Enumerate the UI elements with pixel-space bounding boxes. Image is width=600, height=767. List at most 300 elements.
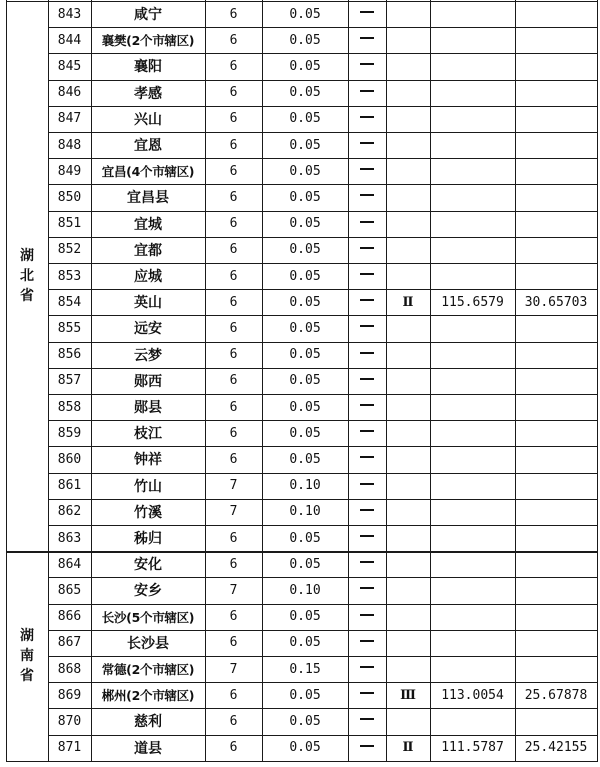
cell-no [48, 630, 91, 656]
cell-b [262, 473, 348, 499]
column-rule [91, 0, 92, 762]
cell-lat [515, 80, 597, 106]
cell-lon [430, 289, 515, 315]
cell-lat [515, 368, 597, 394]
cell-name-text: 郧西 [134, 373, 162, 390]
province-char: 省 [20, 667, 34, 684]
cell-grade [386, 158, 430, 184]
cell-c [348, 682, 386, 708]
cell-no-text: 863 [57, 530, 82, 546]
cell-no-text: 854 [57, 294, 82, 310]
cell-name-text: 郴州(2个市辖区) [101, 688, 195, 704]
cell-no-text: 846 [57, 85, 82, 101]
cell-name-text: 宜昌县 [127, 190, 169, 207]
cell-b-text: 0.05 [289, 556, 321, 572]
cell-b-text: 0.05 [289, 111, 321, 127]
cell-b [262, 211, 348, 237]
cell-no-text: 844 [57, 32, 82, 48]
cell-no-text: 860 [57, 451, 82, 467]
cell-c [348, 342, 386, 368]
cell-lat [515, 132, 597, 158]
cell-lat [515, 394, 597, 420]
cell-b [262, 368, 348, 394]
cell-name [91, 106, 205, 132]
dash-mark [360, 404, 374, 406]
cell-lon [430, 106, 515, 132]
cell-name-text: 竹溪 [134, 504, 162, 521]
cell-a-text: 6 [229, 163, 238, 179]
cell-lon [430, 525, 515, 551]
dash-mark [360, 666, 374, 668]
cell-no-text: 851 [57, 216, 82, 232]
cell-no-text: 843 [57, 6, 82, 22]
cell-a-text: 6 [229, 320, 238, 336]
cell-lat [515, 499, 597, 525]
cell-name [91, 604, 205, 630]
dash-mark [360, 692, 374, 694]
dash-mark [360, 194, 374, 196]
cell-b-text: 0.05 [289, 740, 321, 756]
cell-c [348, 263, 386, 289]
cell-lat [515, 708, 597, 734]
cell-b [262, 551, 348, 577]
cell-lon [430, 1, 515, 27]
cell-no-text: 870 [57, 713, 82, 729]
cell-lon [430, 656, 515, 682]
cell-grade [386, 446, 430, 472]
cell-no [48, 132, 91, 158]
cell-lon [430, 237, 515, 263]
cell-name-text: 咸宁 [134, 7, 162, 24]
cell-c [348, 289, 386, 315]
cell-a-text: 6 [229, 58, 238, 74]
cell-no [48, 80, 91, 106]
cell-lat [515, 446, 597, 472]
cell-b-text: 0.05 [289, 58, 321, 74]
dash-mark [360, 352, 374, 354]
cell-b-text: 0.05 [289, 85, 321, 101]
cell-name [91, 1, 205, 27]
cell-grade [386, 499, 430, 525]
cell-a [205, 184, 262, 210]
dash-mark [360, 142, 374, 144]
cell-name-text: 安乡 [134, 583, 162, 600]
cell-no [48, 446, 91, 472]
cell-no [48, 27, 91, 53]
cell-name [91, 708, 205, 734]
cell-lon [430, 473, 515, 499]
cell-lon [430, 315, 515, 341]
cell-a-text: 6 [229, 85, 238, 101]
cell-name [91, 420, 205, 446]
cell-name-text: 远安 [134, 321, 162, 338]
cell-a-text: 6 [229, 425, 238, 441]
cell-b [262, 184, 348, 210]
dash-mark [360, 509, 374, 511]
dash-mark [360, 718, 374, 720]
cell-name [91, 211, 205, 237]
cell-a [205, 577, 262, 603]
cell-name [91, 368, 205, 394]
column-rule [386, 0, 387, 762]
province-char: 南 [20, 647, 34, 664]
cell-no-text: 868 [57, 661, 82, 677]
cell-no [48, 420, 91, 446]
cell-b [262, 289, 348, 315]
cell-a-text: 6 [229, 713, 238, 729]
dash-mark [360, 299, 374, 301]
cell-no-text: 865 [57, 582, 82, 598]
cell-lat [515, 630, 597, 656]
cell-b-text: 0.05 [289, 399, 321, 415]
cell-name [91, 682, 205, 708]
cell-no-text: 853 [57, 268, 82, 284]
cell-b-text: 0.05 [289, 373, 321, 389]
cell-a [205, 315, 262, 341]
dash-mark [360, 561, 374, 563]
dash-mark [360, 378, 374, 380]
cell-a-text: 6 [229, 609, 238, 625]
cell-name [91, 656, 205, 682]
cell-a-text: 6 [229, 530, 238, 546]
cell-lon [430, 420, 515, 446]
cell-b-text: 0.05 [289, 242, 321, 258]
cell-b [262, 682, 348, 708]
dash-mark [360, 640, 374, 642]
column-rule [6, 0, 7, 762]
cell-no [48, 211, 91, 237]
cell-grade [386, 80, 430, 106]
cell-b [262, 525, 348, 551]
cell-c [348, 106, 386, 132]
cell-a [205, 27, 262, 53]
cell-a [205, 211, 262, 237]
cell-grade [386, 1, 430, 27]
cell-no [48, 289, 91, 315]
cell-lat [515, 473, 597, 499]
cell-c [348, 315, 386, 341]
dash-mark [360, 325, 374, 327]
cell-c [348, 27, 386, 53]
cell-name-text: 宜恩 [134, 138, 162, 155]
cell-c [348, 656, 386, 682]
cell-no [48, 708, 91, 734]
cell-lat [515, 525, 597, 551]
cell-c [348, 551, 386, 577]
cell-name-text: 宜都 [134, 242, 162, 259]
cell-grade [386, 394, 430, 420]
cell-name-text: 钟祥 [134, 452, 162, 469]
cell-no [48, 184, 91, 210]
cell-no-text: 855 [57, 320, 82, 336]
province-label [6, 551, 48, 761]
cell-grade-text: Ⅱ [402, 740, 414, 756]
cell-no-text: 848 [57, 137, 82, 153]
cell-lat-text: 25.42155 [524, 740, 588, 756]
column-rule [597, 0, 598, 762]
cell-name [91, 577, 205, 603]
cell-b-text: 0.05 [289, 425, 321, 441]
cell-lon [430, 604, 515, 630]
cell-c [348, 577, 386, 603]
cell-lon [430, 80, 515, 106]
cell-lat [515, 577, 597, 603]
cell-b-text: 0.05 [289, 6, 321, 22]
cell-b [262, 394, 348, 420]
cell-b-text: 0.05 [289, 635, 321, 651]
cell-b [262, 604, 348, 630]
cell-a-text: 6 [229, 32, 238, 48]
cell-no [48, 53, 91, 79]
cell-no-text: 845 [57, 58, 82, 74]
cell-lat [515, 420, 597, 446]
cell-grade [386, 315, 430, 341]
cell-grade [386, 53, 430, 79]
cell-a [205, 630, 262, 656]
cell-grade [386, 420, 430, 446]
cell-no-text: 859 [57, 425, 82, 441]
cell-a [205, 342, 262, 368]
cell-b-text: 0.05 [289, 216, 321, 232]
cell-c [348, 158, 386, 184]
cell-grade [386, 263, 430, 289]
cell-c [348, 368, 386, 394]
cell-lat [515, 158, 597, 184]
cell-lat [515, 735, 597, 761]
cell-c [348, 53, 386, 79]
cell-no [48, 525, 91, 551]
cell-c [348, 630, 386, 656]
cell-grade [386, 237, 430, 263]
cell-a-text: 6 [229, 687, 238, 703]
cell-c [348, 420, 386, 446]
cell-name-text: 襄阳 [134, 59, 162, 76]
dash-mark [360, 37, 374, 39]
cell-lat [515, 1, 597, 27]
cell-no-text: 861 [57, 478, 82, 494]
cell-no [48, 315, 91, 341]
province-char: 省 [20, 288, 34, 305]
cell-lon [430, 263, 515, 289]
cell-lat [515, 27, 597, 53]
cell-b [262, 577, 348, 603]
cell-lon-text: 115.6579 [441, 294, 504, 310]
cell-no-text: 847 [57, 111, 82, 127]
cell-grade [386, 473, 430, 499]
cell-lat [515, 682, 597, 708]
cell-c [348, 394, 386, 420]
cell-lon [430, 735, 515, 761]
cell-a [205, 656, 262, 682]
cell-name [91, 499, 205, 525]
cell-lat [515, 604, 597, 630]
cell-a-text: 7 [229, 478, 238, 494]
cell-no-text: 857 [57, 373, 82, 389]
cell-lon [430, 577, 515, 603]
cell-c [348, 735, 386, 761]
cell-grade [386, 106, 430, 132]
cell-b [262, 446, 348, 472]
cell-name-text: 枝江 [134, 426, 162, 443]
cell-b-text: 0.05 [289, 32, 321, 48]
cell-c [348, 184, 386, 210]
cell-no [48, 473, 91, 499]
dash-mark [360, 247, 374, 249]
cell-lat [515, 342, 597, 368]
cell-name [91, 315, 205, 341]
cell-b [262, 499, 348, 525]
cell-b-text: 0.15 [289, 661, 321, 677]
cell-a-text: 6 [229, 6, 238, 22]
cell-a-text: 6 [229, 451, 238, 467]
cell-b-text: 0.05 [289, 163, 321, 179]
cell-c [348, 80, 386, 106]
dash-mark [360, 221, 374, 223]
province-char: 北 [20, 268, 34, 285]
cell-no [48, 499, 91, 525]
cell-a [205, 368, 262, 394]
dash-mark [360, 273, 374, 275]
cell-no-text: 850 [57, 189, 82, 205]
dash-mark [360, 535, 374, 537]
cell-grade [386, 184, 430, 210]
cell-lat [515, 289, 597, 315]
cell-name [91, 446, 205, 472]
cell-grade [386, 604, 430, 630]
cell-a-text: 7 [229, 582, 238, 598]
cell-no [48, 237, 91, 263]
cell-no [48, 342, 91, 368]
cell-no-text: 862 [57, 504, 82, 520]
cell-lon [430, 394, 515, 420]
cell-c [348, 132, 386, 158]
column-rule [430, 0, 431, 762]
cell-grade [386, 525, 430, 551]
cell-lat [515, 315, 597, 341]
dash-mark [360, 116, 374, 118]
cell-name-text: 长沙(5个市辖区) [101, 609, 195, 625]
cell-b-text: 0.05 [289, 609, 321, 625]
cell-name-text: 宜昌(4个市辖区) [101, 164, 195, 180]
cell-b [262, 80, 348, 106]
cell-lat [515, 656, 597, 682]
dash-mark [360, 614, 374, 616]
cell-a [205, 420, 262, 446]
cell-name-text: 宜城 [134, 216, 162, 233]
cell-name [91, 80, 205, 106]
cell-c [348, 708, 386, 734]
cell-no [48, 735, 91, 761]
cell-a [205, 53, 262, 79]
cell-name [91, 27, 205, 53]
cell-no [48, 158, 91, 184]
cell-no [48, 106, 91, 132]
cell-a [205, 735, 262, 761]
cell-a-text: 6 [229, 399, 238, 415]
row-rule [6, 1, 597, 2]
cell-a-text: 6 [229, 111, 238, 127]
cell-b-text: 0.05 [289, 451, 321, 467]
cell-name [91, 525, 205, 551]
cell-no-text: 866 [57, 609, 82, 625]
cell-name-text: 常德(2个市辖区) [101, 662, 195, 678]
cell-a [205, 132, 262, 158]
cell-lat [515, 551, 597, 577]
cell-c [348, 525, 386, 551]
cell-grade [386, 630, 430, 656]
cell-lat [515, 237, 597, 263]
cell-lon [430, 211, 515, 237]
cell-no [48, 1, 91, 27]
province-char: 湖 [20, 627, 34, 644]
cell-b-text: 0.05 [289, 530, 321, 546]
cell-name [91, 237, 205, 263]
cell-grade-text: Ⅱ [402, 294, 414, 310]
cell-lon [430, 132, 515, 158]
cell-a [205, 80, 262, 106]
dash-mark [360, 90, 374, 92]
dash-mark [360, 168, 374, 170]
cell-a-text: 6 [229, 242, 238, 258]
cell-name-text: 道县 [134, 740, 162, 757]
cell-lon [430, 499, 515, 525]
column-rule [262, 0, 263, 762]
row-rule [6, 551, 597, 553]
cell-lon [430, 630, 515, 656]
cell-grade [386, 342, 430, 368]
cell-a-text: 6 [229, 216, 238, 232]
cell-b [262, 656, 348, 682]
cell-b-text: 0.05 [289, 347, 321, 363]
cell-grade [386, 577, 430, 603]
cell-b-text: 0.05 [289, 189, 321, 205]
cell-a-text: 6 [229, 347, 238, 363]
cell-b [262, 708, 348, 734]
cell-lat [515, 53, 597, 79]
cell-grade [386, 682, 430, 708]
cell-no-text: 867 [57, 635, 82, 651]
cell-b [262, 106, 348, 132]
cell-name-text: 英山 [134, 295, 162, 312]
cell-grade [386, 132, 430, 158]
cell-a-text: 6 [229, 556, 238, 572]
cell-name [91, 132, 205, 158]
cell-lat-text: 30.65703 [524, 294, 588, 310]
cell-b [262, 263, 348, 289]
cell-b-text: 0.05 [289, 294, 321, 310]
cell-grade [386, 656, 430, 682]
cell-name-text: 云梦 [134, 347, 162, 364]
cell-a [205, 551, 262, 577]
cell-a-text: 6 [229, 373, 238, 389]
cell-grade [386, 708, 430, 734]
cell-a [205, 263, 262, 289]
cell-c [348, 211, 386, 237]
cell-a [205, 446, 262, 472]
cell-no [48, 263, 91, 289]
cell-lon-text: 111.5787 [441, 740, 504, 756]
cell-lon [430, 708, 515, 734]
cell-name-text: 竹山 [134, 478, 162, 495]
cell-b-text: 0.05 [289, 713, 321, 729]
cell-no [48, 682, 91, 708]
cell-no-text: 858 [57, 399, 82, 415]
cell-name-text: 兴山 [134, 111, 162, 128]
cell-name-text: 长沙县 [127, 635, 169, 652]
cell-name-text: 慈利 [134, 714, 162, 731]
column-rule [205, 0, 206, 762]
cell-lon [430, 551, 515, 577]
